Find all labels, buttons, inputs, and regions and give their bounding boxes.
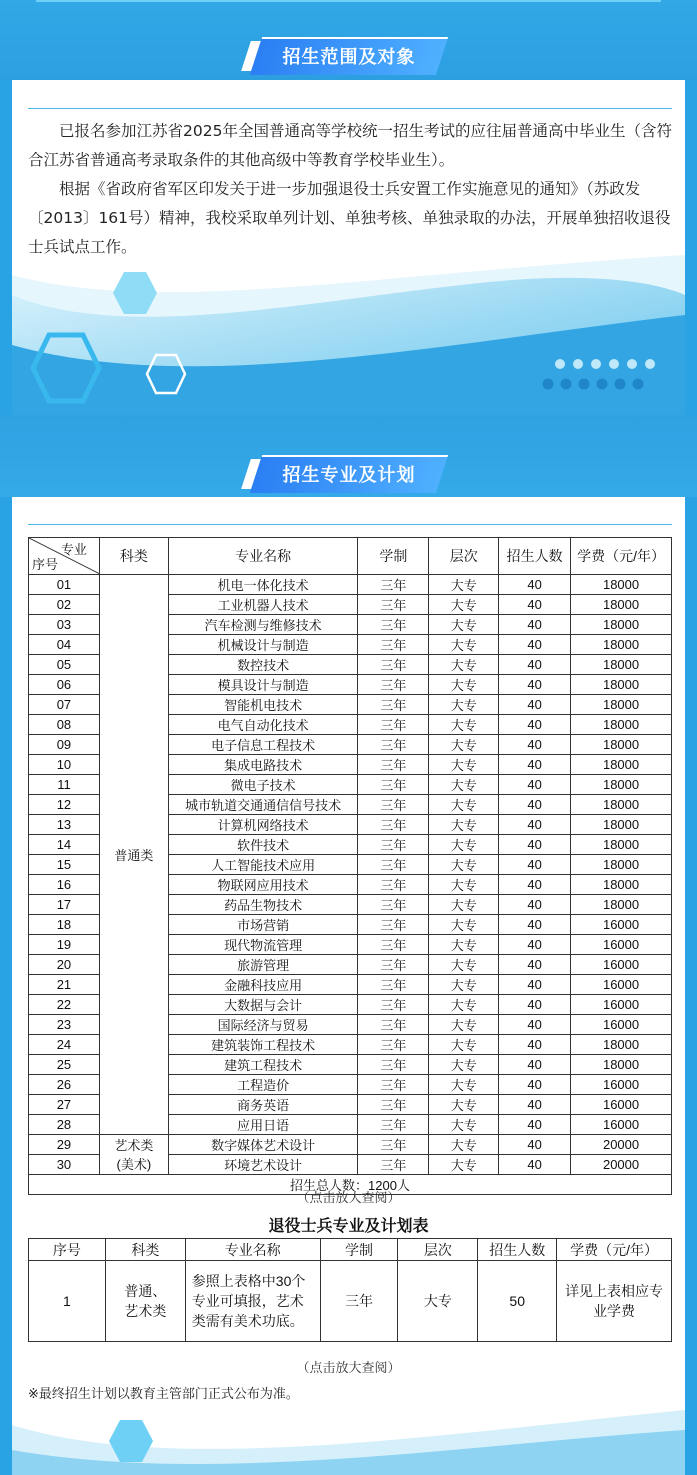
cell-level: 大专 (429, 1135, 499, 1155)
cell-level: 大专 (429, 735, 499, 755)
hexagon-outline-small-icon (145, 353, 187, 395)
cell-fee: 18000 (571, 1055, 672, 1075)
cell-no: 24 (29, 1035, 100, 1055)
cell-major: 机电一体化技术 (168, 575, 358, 595)
cell-duration: 三年 (358, 915, 429, 935)
cell-major: 计算机网络技术 (168, 815, 358, 835)
cell-duration: 三年 (358, 655, 429, 675)
cell-level: 大专 (429, 835, 499, 855)
cell-duration: 三年 (358, 615, 429, 635)
cell-major: 工程造价 (168, 1075, 358, 1095)
cell-no: 06 (29, 675, 100, 695)
cell-level: 大专 (429, 955, 499, 975)
hexagon-bottom-icon (108, 1418, 154, 1464)
cell-no: 27 (29, 1095, 100, 1115)
cell-no: 19 (29, 935, 100, 955)
table-row (29, 575, 672, 595)
header-cell: 学费（元/年） (557, 1239, 672, 1261)
cell-level: 大专 (429, 935, 499, 955)
cell-fee: 16000 (571, 935, 672, 955)
cell-major: 建筑装饰工程技术 (168, 1035, 358, 1055)
cell-no: 30 (29, 1155, 100, 1175)
section2-title: 招生专业及计划 (282, 465, 416, 486)
cell-enroll: 40 (499, 975, 571, 995)
cell-level: 大专 (429, 575, 499, 595)
section2-title-badge (256, 455, 442, 493)
cell-enroll: 40 (499, 655, 571, 675)
cell-major: 现代物流管理 (168, 935, 358, 955)
cell-level: 大专 (429, 1095, 499, 1115)
header-cell: 招生人数 (478, 1239, 557, 1261)
cell-no: 03 (29, 615, 100, 635)
cell-no: 18 (29, 915, 100, 935)
cell-major: 模具设计与制造 (168, 675, 358, 695)
cell-level: 大专 (429, 855, 499, 875)
cell-duration: 三年 (358, 675, 429, 695)
cell-level: 大专 (429, 815, 499, 835)
section1-divider (28, 108, 672, 109)
cell-fee: 18000 (571, 695, 672, 715)
cell-level: 大专 (429, 655, 499, 675)
cell-fee: 18000 (571, 835, 672, 855)
cell-fee: 18000 (571, 815, 672, 835)
top-line (36, 0, 661, 2)
table-header (29, 538, 672, 575)
cell-category-general: 普通类 (99, 575, 168, 1135)
cell-duration: 三年 (358, 1135, 429, 1155)
cell-fee: 18000 (571, 795, 672, 815)
section1-text (28, 117, 672, 262)
cell-enroll: 40 (499, 855, 571, 875)
paragraph-2: 根据《省政府省军区印发关于进一步加强退役士兵安置工作实施意见的通知》（苏政发〔2013〕161号）精神，我校采取单列计划、单独考核、单独录取的办法，开展单独招收退役士兵试点工作。 (28, 180, 671, 256)
cell-no: 17 (29, 895, 100, 915)
cell-no: 29 (29, 1135, 100, 1155)
cell-fee: 18000 (571, 635, 672, 655)
header-level: 层次 (429, 538, 499, 575)
cell-enroll: 40 (499, 795, 571, 815)
cell-fee: 16000 (571, 955, 672, 975)
cell-enroll: 40 (499, 775, 571, 795)
cell-no: 12 (29, 795, 100, 815)
header-fee: 学费（元/年） (571, 538, 672, 575)
cell-no: 13 (29, 815, 100, 835)
final-plan-note: ※最终招生计划以教育主管部门正式公布为准。 (28, 1387, 299, 1402)
cell-enroll: 40 (499, 935, 571, 955)
cell-no: 15 (29, 855, 100, 875)
cell-duration: 三年 (358, 795, 429, 815)
cell-major: 电子信息工程技术 (168, 735, 358, 755)
cell-duration: 三年 (358, 1095, 429, 1115)
cell-enroll: 40 (499, 955, 571, 975)
cell-major: 金融科技应用 (168, 975, 358, 995)
cell-fee: 18000 (571, 855, 672, 875)
header-cell: 专业名称 (185, 1239, 320, 1261)
cell-no: 02 (29, 595, 100, 615)
cell-duration: 三年 (358, 855, 429, 875)
table-header (29, 1239, 672, 1261)
cell-major: 智能机电技术 (168, 695, 358, 715)
cell-fee: 18000 (571, 595, 672, 615)
paragraph-1: 已报名参加江苏省2025年全国普通高等学校统一招生考试的应往届普通高中毕业生（含符合江苏省普通高考录取条件的其他高级中等教育学校毕业生）。 (28, 122, 672, 169)
cell-duration: 三年 (358, 635, 429, 655)
cell-no: 14 (29, 835, 100, 855)
cell-major: 数控技术 (168, 655, 358, 675)
cell-level: 大专 (429, 975, 499, 995)
cell-no: 1 (29, 1261, 106, 1342)
cell-duration: 三年 (358, 995, 429, 1015)
header-enroll: 招生人数 (499, 538, 571, 575)
cell-level: 大专 (429, 1015, 499, 1035)
header-cell: 层次 (398, 1239, 478, 1261)
cell-no: 09 (29, 735, 100, 755)
cell-no: 21 (29, 975, 100, 995)
cell-duration: 三年 (358, 815, 429, 835)
cell-level: 大专 (429, 1155, 499, 1175)
cell-category-art: 艺术类 (美术) (99, 1135, 168, 1175)
cell-fee: 16000 (571, 1095, 672, 1115)
section1-title: 招生范围及对象 (282, 47, 416, 68)
header-major: 专业名称 (168, 538, 358, 575)
cell-enroll: 50 (478, 1261, 557, 1342)
cell-level: 大专 (429, 675, 499, 695)
dots-decoration-dark (540, 376, 650, 392)
cell-level: 大专 (429, 1055, 499, 1075)
section2-divider (28, 524, 672, 525)
cell-level: 大专 (429, 795, 499, 815)
zoom-caption-1[interactable]: （点击放大查阅） (296, 1191, 401, 1206)
cell-no: 20 (29, 955, 100, 975)
cell-no: 10 (29, 755, 100, 775)
veteran-plan-table[interactable] (28, 1238, 672, 1342)
cell-level: 大专 (429, 895, 499, 915)
cell-fee: 18000 (571, 715, 672, 735)
cell-duration: 三年 (358, 755, 429, 775)
header-index-corner: 序号 (32, 557, 59, 572)
cell-fee: 18000 (571, 875, 672, 895)
total-enrollment: 招生总人数：1200人 (29, 1175, 672, 1195)
cell-major: 应用日语 (168, 1115, 358, 1135)
header-cell: 序号 (29, 1239, 106, 1261)
cell-no: 08 (29, 715, 100, 735)
cell-enroll: 40 (499, 595, 571, 615)
cell-major: 建筑工程技术 (168, 1055, 358, 1075)
cell-duration: 三年 (358, 875, 429, 895)
section1-title-badge (256, 37, 442, 75)
cell-no: 07 (29, 695, 100, 715)
cell-level: 大专 (429, 775, 499, 795)
cell-duration: 三年 (358, 1015, 429, 1035)
cell-duration: 三年 (358, 1055, 429, 1075)
cell-level: 大专 (429, 695, 499, 715)
header-cell: 学制 (320, 1239, 398, 1261)
cell-no: 11 (29, 775, 100, 795)
cell-duration: 三年 (358, 715, 429, 735)
cell-no: 23 (29, 1015, 100, 1035)
cell-enroll: 40 (499, 1115, 571, 1135)
cell-fee: 20000 (571, 1135, 672, 1155)
cell-major: 微电子技术 (168, 775, 358, 795)
cell-enroll: 40 (499, 715, 571, 735)
veteran-table-title: 退役士兵专业及计划表 (268, 1216, 429, 1235)
cell-level: 大专 (429, 595, 499, 615)
cell-enroll: 40 (499, 1055, 571, 1075)
cell-enroll: 40 (499, 1135, 571, 1155)
header-diagonal-cell (29, 538, 100, 575)
cell-no: 05 (29, 655, 100, 675)
cell-duration: 三年 (358, 935, 429, 955)
cell-duration: 三年 (358, 955, 429, 975)
cell-level: 大专 (429, 995, 499, 1015)
cell-category: 普通、艺术类 (105, 1261, 185, 1342)
cell-enroll: 40 (499, 615, 571, 635)
cell-enroll: 40 (499, 995, 571, 1015)
cell-major: 市场营销 (168, 915, 358, 935)
header-cell: 科类 (105, 1239, 185, 1261)
cell-fee: 18000 (571, 1035, 672, 1055)
cell-duration: 三年 (358, 735, 429, 755)
cell-duration: 三年 (358, 575, 429, 595)
cell-major: 旅游管理 (168, 955, 358, 975)
cell-no: 16 (29, 875, 100, 895)
cell-enroll: 40 (499, 1095, 571, 1115)
cell-level: 大专 (429, 1035, 499, 1055)
cell-level: 大专 (429, 635, 499, 655)
cell-major: 国际经济与贸易 (168, 1015, 358, 1035)
cell-duration: 三年 (358, 595, 429, 615)
cell-duration: 三年 (358, 895, 429, 915)
hexagon-icon (112, 270, 158, 316)
cell-enroll: 40 (499, 895, 571, 915)
cell-no: 28 (29, 1115, 100, 1135)
cell-no: 26 (29, 1075, 100, 1095)
cell-major: 商务英语 (168, 1095, 358, 1115)
hexagon-outline-icon (30, 332, 102, 404)
cell-major: 集成电路技术 (168, 755, 358, 775)
cell-level: 大专 (398, 1261, 478, 1342)
cell-major: 人工智能技术应用 (168, 855, 358, 875)
cell-major: 大数据与会计 (168, 995, 358, 1015)
cell-enroll: 40 (499, 815, 571, 835)
cell-fee: 16000 (571, 995, 672, 1015)
cell-enroll: 40 (499, 915, 571, 935)
cell-fee: 18000 (571, 575, 672, 595)
cell-major: 电气自动化技术 (168, 715, 358, 735)
cell-major: 工业机器人技术 (168, 595, 358, 615)
cell-fee: 18000 (571, 655, 672, 675)
cell-fee: 16000 (571, 1075, 672, 1095)
cell-major: 汽车检测与维修技术 (168, 615, 358, 635)
cell-fee: 16000 (571, 1015, 672, 1035)
cell-no: 04 (29, 635, 100, 655)
cell-fee: 18000 (571, 895, 672, 915)
enrollment-plan-table[interactable] (28, 537, 672, 1195)
cell-enroll: 40 (499, 1015, 571, 1035)
cell-fee: 18000 (571, 755, 672, 775)
cell-major: 软件技术 (168, 835, 358, 855)
cell-level: 大专 (429, 1075, 499, 1095)
table-body (29, 575, 672, 1175)
header-duration: 学制 (358, 538, 429, 575)
cell-enroll: 40 (499, 575, 571, 595)
cell-enroll: 40 (499, 755, 571, 775)
cell-duration: 三年 (358, 695, 429, 715)
cell-enroll: 40 (499, 835, 571, 855)
cell-fee: 16000 (571, 915, 672, 935)
zoom-caption-2[interactable]: （点击放大查阅） (296, 1361, 401, 1376)
cell-fee: 18000 (571, 735, 672, 755)
table-row (29, 1261, 672, 1342)
cell-enroll: 40 (499, 695, 571, 715)
cell-enroll: 40 (499, 875, 571, 895)
cell-level: 大专 (429, 915, 499, 935)
cell-duration: 三年 (358, 975, 429, 995)
cell-fee: 20000 (571, 1155, 672, 1175)
cell-major: 机械设计与制造 (168, 635, 358, 655)
cell-major: 物联网应用技术 (168, 875, 358, 895)
cell-no: 25 (29, 1055, 100, 1075)
cell-enroll: 40 (499, 635, 571, 655)
cell-fee: 详见上表相应专业学费 (557, 1261, 672, 1342)
cell-level: 大专 (429, 875, 499, 895)
header-category: 科类 (99, 538, 168, 575)
cell-major: 参照上表格中30个专业可填报，艺术类需有美术功底。 (185, 1261, 320, 1342)
cell-no: 01 (29, 575, 100, 595)
cell-enroll: 40 (499, 1075, 571, 1095)
cell-fee: 16000 (571, 1115, 672, 1135)
cell-duration: 三年 (358, 1155, 429, 1175)
cell-duration: 三年 (358, 1035, 429, 1055)
table-row (29, 1135, 672, 1155)
cell-enroll: 40 (499, 1035, 571, 1055)
cell-no: 22 (29, 995, 100, 1015)
cell-level: 大专 (429, 715, 499, 735)
cell-duration: 三年 (358, 1075, 429, 1095)
cell-enroll: 40 (499, 675, 571, 695)
cell-duration: 三年 (358, 835, 429, 855)
cell-fee: 18000 (571, 615, 672, 635)
cell-fee: 18000 (571, 775, 672, 795)
cell-duration: 三年 (320, 1261, 398, 1342)
cell-major: 环境艺术设计 (168, 1155, 358, 1175)
cell-fee: 16000 (571, 975, 672, 995)
cell-major: 城市轨道交通通信信号技术 (168, 795, 358, 815)
cell-major: 数字媒体艺术设计 (168, 1135, 358, 1155)
cell-duration: 三年 (358, 775, 429, 795)
cell-duration: 三年 (358, 1115, 429, 1135)
cell-major: 药品生物技术 (168, 895, 358, 915)
cell-level: 大专 (429, 1115, 499, 1135)
cell-level: 大专 (429, 615, 499, 635)
cell-enroll: 40 (499, 735, 571, 755)
cell-fee: 18000 (571, 675, 672, 695)
cell-level: 大专 (429, 755, 499, 775)
cell-enroll: 40 (499, 1155, 571, 1175)
header-major-corner: 专业 (60, 542, 87, 557)
